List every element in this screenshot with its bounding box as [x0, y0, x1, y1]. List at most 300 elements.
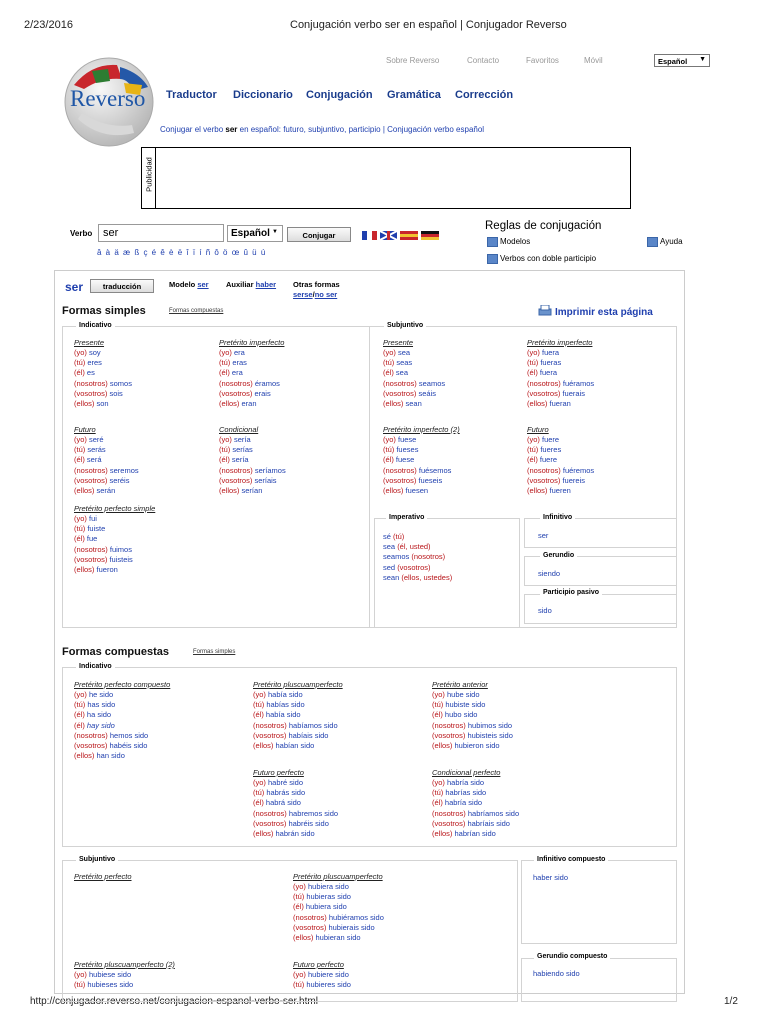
pronoun: (vosotros)	[253, 818, 289, 828]
rules-double-participle-link[interactable]	[487, 254, 596, 264]
verb-form: eres	[87, 358, 102, 368]
pronoun: (yo)	[293, 970, 308, 979]
tense-title: Pretérito imperfecto (2)	[383, 425, 460, 434]
pronoun: (él)	[383, 368, 396, 378]
gerundio-compuesto-box	[521, 958, 677, 1002]
pronoun: (nosotros)	[219, 378, 255, 388]
ad-label: Publicidad	[144, 157, 154, 192]
verb-form: fuimos	[109, 544, 132, 554]
conjugation-row	[253, 731, 338, 741]
conjugation-row	[432, 809, 519, 819]
verb-form: seremos	[109, 465, 139, 475]
gerundio-value: siendo	[538, 569, 561, 578]
conjugation-row	[74, 379, 132, 389]
verb-form: hube sido	[447, 690, 480, 699]
compuestas-subjuntivo-legend: Subjuntivo	[76, 856, 118, 863]
verb-form: fueren	[549, 486, 571, 496]
verb-form: sean	[383, 572, 402, 582]
verb-form: erais	[254, 388, 271, 398]
infinitivo-value: ser	[538, 531, 549, 540]
conjugation-row	[219, 435, 286, 445]
pronoun: (él)	[527, 368, 540, 378]
verb-form: sois	[109, 388, 123, 398]
pronoun: (ellos)	[253, 829, 276, 839]
conjugation-row	[293, 970, 351, 980]
verb-form: es	[86, 368, 95, 378]
pronoun: (vosotros)	[432, 730, 468, 740]
conjugation-row	[432, 731, 513, 741]
conjugar-button[interactable]: Conjugar	[287, 227, 351, 242]
pronoun: (tú)	[383, 445, 397, 455]
pronoun: (yo)	[293, 882, 308, 891]
otras-formas-no-ser[interactable]: no ser	[314, 290, 338, 299]
verb-form: habríais sido	[467, 818, 510, 828]
conjugation-row	[74, 476, 139, 486]
tense-title: Presente	[383, 338, 414, 347]
verb-form: habría sido	[444, 798, 483, 808]
help-link[interactable]	[647, 237, 683, 247]
pronoun: (yo)	[74, 514, 89, 523]
pronoun: (ellos)	[527, 399, 550, 409]
verb-form: había sido	[265, 710, 301, 720]
verb-form: fuera	[542, 348, 560, 357]
pronoun: (nosotros)	[74, 544, 110, 554]
language-select[interactable]	[654, 54, 710, 67]
pronoun: (vosotros)	[383, 475, 419, 485]
pronoun: (nosotros)	[74, 378, 110, 388]
pronoun: (vosotros)	[527, 388, 563, 398]
flags-icon	[362, 230, 440, 242]
verb-form: serán	[96, 486, 116, 496]
conj-anterior	[432, 690, 513, 751]
tagline-verb: ser	[225, 125, 238, 134]
verb-form: hubiere sido	[308, 970, 349, 979]
verb-form: fuésemos	[418, 465, 452, 475]
verb-form: fueras	[540, 358, 562, 368]
pronoun: (ellos)	[219, 399, 242, 409]
gerundio-compuesto-legend: Gerundio compuesto	[534, 953, 610, 960]
conj-perfecto-compuesto	[74, 690, 148, 761]
pronoun: (nosotros)	[383, 378, 419, 388]
verb-form: habíamos sido	[288, 720, 338, 730]
pronoun: (él)	[527, 455, 540, 465]
pronoun: (yo)	[219, 348, 234, 357]
conjugation-row	[383, 532, 452, 542]
conjugation-row	[383, 486, 451, 496]
conj-condicional-perfecto	[432, 778, 519, 839]
conjugation-row	[253, 819, 338, 829]
verb-form: sean	[405, 399, 422, 409]
verb-form: fuereis	[562, 475, 585, 485]
tense-title: Pretérito imperfecto	[219, 338, 285, 347]
conjugation-row	[74, 710, 148, 720]
pronoun: (ellos)	[74, 399, 97, 409]
verb-form: ha sido	[86, 710, 112, 720]
conjugation-row	[383, 552, 452, 562]
verb-form: hubieres sido	[306, 980, 351, 989]
conjugation-row	[432, 778, 519, 788]
pronoun: (tú)	[74, 445, 88, 455]
arrow-icon	[487, 254, 498, 264]
conjugation-row	[219, 476, 286, 486]
verb-form: fuisteis	[109, 554, 133, 564]
conjugation-row	[74, 741, 148, 751]
pronoun: (yo)	[74, 348, 89, 357]
pronoun: (ellos)	[383, 486, 406, 496]
modelo-row	[169, 280, 209, 289]
pronoun: (vosotros)	[527, 475, 563, 485]
conjugation-row	[432, 819, 519, 829]
otras-formas-links: serse/no ser	[293, 290, 338, 299]
conjugation-row	[74, 368, 132, 378]
pronoun: (tú)	[253, 700, 267, 710]
verb-form: seas	[396, 358, 413, 368]
pronoun: (tú)	[219, 445, 233, 455]
verb-form: hubierais sido	[328, 922, 375, 932]
pronoun: (yo)	[219, 435, 234, 444]
conjugation-row	[293, 902, 384, 912]
verb-form: éramos	[254, 378, 280, 388]
conjugation-row	[253, 721, 338, 731]
conjugation-row	[74, 514, 133, 524]
tense-title: Pretérito perfecto	[74, 872, 132, 881]
pronoun: (él)	[219, 368, 232, 378]
verb-form: somos	[109, 378, 132, 388]
conjugation-row	[527, 399, 594, 409]
top-link-sobre[interactable]: Sobre Reverso	[386, 56, 440, 65]
verb-form: fuere	[542, 435, 560, 444]
infinitivo-compuesto-value: haber sido	[533, 873, 569, 882]
conjugation-row	[432, 741, 513, 751]
verb-form: sería	[231, 455, 249, 465]
pronoun: (ellos)	[74, 751, 97, 761]
pronoun: (vosotros)	[432, 818, 468, 828]
conjugation-row	[253, 788, 338, 798]
top-link-favoritos[interactable]: Favoritos	[526, 56, 559, 65]
conj-subj-pluscuamperfecto	[293, 882, 384, 943]
conjugation-row	[253, 700, 338, 710]
conjugation-row	[293, 933, 384, 943]
conjugation-row	[293, 892, 384, 902]
tense-title: Futuro perfecto	[253, 768, 304, 777]
pronoun: (ellos)	[293, 933, 316, 943]
conjugation-row	[383, 399, 445, 409]
pronoun: (tú)	[74, 700, 88, 710]
conjugation-row	[527, 389, 594, 399]
pronoun: (nosotros)	[411, 552, 446, 562]
verb-form: hubiera sido	[305, 902, 347, 912]
verb-form: habrás sido	[266, 788, 306, 798]
conjugation-row	[383, 435, 451, 445]
flags	[362, 229, 440, 241]
conjugation-row	[432, 710, 513, 720]
top-link-movil[interactable]: Móvil	[584, 56, 603, 65]
nav-diccionario[interactable]: Diccionario	[233, 89, 293, 101]
otras-formas-serse[interactable]: serse	[293, 290, 313, 299]
conjugation-row	[74, 389, 132, 399]
conjugation-row	[253, 778, 338, 788]
verb-form: sería	[234, 435, 251, 444]
verb-title: ser	[65, 280, 84, 294]
print-url: http://conjugador.reverso.net/conjugacion-espanol-verbo-ser.html	[30, 996, 318, 1007]
pronoun: (tú)	[527, 358, 541, 368]
conjugation-row	[74, 358, 132, 368]
verb-form: habrán sido	[275, 829, 315, 839]
verb-form: sé	[383, 532, 394, 541]
conjugation-row	[383, 476, 451, 486]
pronoun: (vosotros)	[74, 475, 110, 485]
pronoun: (nosotros)	[527, 465, 563, 475]
pronoun: (vosotros)	[74, 741, 110, 751]
pronoun: (ellos)	[527, 486, 550, 496]
conjugation-row	[219, 348, 280, 358]
verb-form: he sido	[89, 690, 114, 699]
pronoun: (nosotros)	[432, 808, 468, 818]
otras-formas-label: Otras formas	[293, 280, 340, 289]
rules-models-link[interactable]	[487, 237, 530, 247]
verb-form: fui	[89, 514, 97, 523]
verb-form: hubieses sido	[87, 980, 134, 989]
print-title: Conjugación verbo ser en español | Conjugador Reverso	[290, 19, 567, 31]
pronoun: (vosotros)	[74, 388, 110, 398]
conjugation-row	[383, 445, 451, 455]
conjugation-row	[383, 466, 451, 476]
conjugation-row	[432, 690, 513, 700]
pronoun: (tú)	[383, 358, 397, 368]
conjugation-row	[74, 751, 148, 761]
pronoun: (yo)	[432, 690, 447, 699]
conjugation-row	[74, 980, 133, 989]
verb-form: habremos sido	[288, 808, 339, 818]
pronoun: (ellos)	[74, 565, 97, 575]
conjugation-row	[293, 882, 384, 892]
conjugation-row	[253, 809, 338, 819]
conj-pluscuamperfecto	[253, 690, 338, 751]
verb-form: fue	[86, 534, 98, 544]
pronoun: (él, usted)	[397, 542, 431, 552]
conjugation-row	[383, 379, 445, 389]
conjugation-row	[293, 980, 351, 989]
traduccion-button[interactable]: traducción	[90, 279, 154, 293]
participio-legend: Participio pasivo	[540, 589, 602, 596]
conjugation-row	[74, 445, 139, 455]
pronoun: (nosotros)	[527, 378, 563, 388]
pronoun: (él)	[74, 534, 87, 544]
conj-preterito-perfecto-simple	[74, 514, 133, 575]
nav-traductor[interactable]: Traductor	[166, 89, 217, 101]
conjugation-row	[293, 923, 384, 933]
tense-title: Pretérito perfecto simple	[74, 504, 156, 513]
tense-title: Presente	[74, 338, 105, 347]
pronoun: (tú)	[527, 445, 541, 455]
verb-form: eras	[232, 358, 247, 368]
compuestas-indicativo-legend: Indicativo	[76, 663, 115, 670]
conjugation-row	[74, 545, 133, 555]
verb-form: habías sido	[266, 700, 305, 710]
formas-simples-link[interactable]: Formas simples	[193, 649, 236, 655]
pronoun: (tú)	[219, 358, 233, 368]
language-select-value: Español	[658, 57, 688, 66]
verb-form: habrá sido	[265, 798, 301, 808]
verb-form: hubiera sido	[308, 882, 349, 891]
verb-form: eran	[241, 399, 257, 409]
verb-form: fueron	[96, 565, 118, 575]
conj-condicional	[219, 435, 286, 496]
tagline-prefix: Conjugar el verbo	[160, 125, 226, 134]
verb-form: fuerais	[562, 388, 585, 398]
nav-conjugacion[interactable]: Conjugación	[306, 89, 373, 101]
conjugation-row	[74, 555, 133, 565]
conjugation-row	[383, 389, 445, 399]
verb-form: hubieras sido	[306, 892, 351, 902]
help-label: Ayuda	[660, 237, 683, 247]
conjugation-row	[74, 700, 148, 710]
conjugation-row	[253, 741, 338, 751]
verb-form: era	[234, 348, 245, 357]
verb-form: habría sido	[447, 778, 485, 787]
conjugation-row	[383, 573, 452, 583]
verb-form: hubimos sido	[467, 720, 513, 730]
verb-form: era	[231, 368, 243, 378]
conjugation-row	[432, 700, 513, 710]
conjugation-row	[527, 379, 594, 389]
verb-form: hubieran sido	[315, 933, 361, 943]
chevron-down-icon: ▼	[272, 229, 278, 235]
conjugation-row	[527, 358, 594, 368]
verb-form: sea	[395, 368, 409, 378]
tagline-suffix: en español: futuro, subjuntivo, participio | Conjugación verbo español	[237, 125, 485, 134]
pronoun: (nosotros)	[74, 465, 110, 475]
modelo-link[interactable]: ser	[197, 280, 209, 289]
pronoun: (tú)	[293, 980, 307, 989]
conjugation-row	[219, 466, 286, 476]
conjugation-row	[253, 798, 338, 808]
verb-form: seáis	[418, 388, 436, 398]
tense-title: Futuro	[527, 425, 549, 434]
conjugation-row	[219, 358, 280, 368]
tense-title: Pretérito anterior	[432, 680, 488, 689]
gerundio-legend: Gerundio	[540, 552, 577, 559]
pronoun: (él)	[432, 798, 445, 808]
verb-form: fueres	[540, 445, 562, 455]
pronoun: (él)	[74, 368, 87, 378]
verb-form: seríamos	[254, 465, 286, 475]
infinitivo-legend: Infinitivo	[540, 514, 575, 521]
verb-form: habríamos sido	[467, 808, 520, 818]
conjugation-row	[74, 731, 148, 741]
search-language-value: Español	[231, 228, 270, 239]
verb-label: Verbo	[70, 229, 93, 238]
reverso-logo[interactable]	[62, 55, 157, 150]
conj-subj-futuro-perfecto	[293, 970, 351, 989]
conjugation-row	[293, 913, 384, 923]
pronoun: (vosotros)	[219, 475, 255, 485]
pronoun: (él)	[74, 455, 87, 465]
pronoun: (él)	[253, 798, 266, 808]
pronoun: (tú)	[432, 700, 446, 710]
verb-form: será	[86, 455, 102, 465]
search-language-select[interactable]	[227, 225, 283, 242]
conj-futuro	[74, 435, 139, 496]
nav-correccion[interactable]: Corrección	[455, 89, 514, 101]
conjugation-row	[219, 486, 286, 496]
verb-search-input[interactable]: ser	[98, 224, 224, 242]
pronoun: (vosotros)	[74, 554, 110, 564]
conjugation-row	[253, 710, 338, 720]
pronoun: (él)	[74, 710, 87, 720]
pronoun: (vosotros)	[253, 730, 289, 740]
tense-title: Pretérito imperfecto	[527, 338, 593, 347]
conjugation-row	[527, 368, 594, 378]
pronoun: (vosotros)	[397, 562, 431, 572]
pronoun: (nosotros)	[74, 730, 110, 740]
verb-form: fuese	[398, 435, 417, 444]
pronoun: (nosotros)	[383, 465, 419, 475]
conjugation-row	[74, 690, 148, 700]
conjugation-row	[74, 466, 139, 476]
accent-keyboard[interactable]: â à ä æ ß ç é ê è ë î ï í ñ ô ö œ û ü ú	[97, 248, 267, 257]
participio-value: sido	[538, 606, 552, 615]
pronoun: (ellos)	[432, 741, 455, 751]
print-page-link[interactable]	[538, 305, 653, 318]
pronoun: (yo)	[527, 348, 542, 357]
verb-form: habíais sido	[288, 730, 329, 740]
conj-subj-presente	[383, 348, 445, 409]
rules-double-label: Verbos con doble participio	[500, 254, 597, 264]
tense-title: Condicional	[219, 425, 259, 434]
ad-box[interactable]	[141, 147, 631, 209]
auxiliar-link[interactable]: haber	[255, 280, 277, 289]
conjugation-row	[74, 486, 139, 496]
arrow-icon	[487, 237, 498, 247]
pronoun: (yo)	[74, 690, 89, 699]
conjugation-row	[383, 455, 451, 465]
verb-form: habrías sido	[445, 788, 487, 798]
verb-form: fuera	[539, 368, 558, 378]
conjugation-row	[253, 829, 338, 839]
tagline	[160, 125, 484, 134]
top-link-contacto[interactable]: Contacto	[467, 56, 500, 65]
conjugation-row	[74, 455, 139, 465]
formas-compuestas-title: Formas compuestas	[62, 646, 169, 658]
verb-form: seamos	[418, 378, 446, 388]
ad-label-strip	[142, 148, 156, 208]
nav-gramatica[interactable]: Gramática	[387, 89, 441, 101]
conjugation-row	[74, 721, 148, 731]
pronoun: (yo)	[383, 435, 398, 444]
pronoun: (nosotros)	[432, 720, 468, 730]
verb-form: habré sido	[268, 778, 304, 787]
conj-subj-preterito-imperfecto	[527, 348, 594, 409]
verb-form: fuiste	[87, 524, 106, 534]
verb-form: hay sido	[86, 720, 115, 730]
rules-models-label: Modelos	[500, 237, 531, 247]
conjugation-row	[219, 445, 286, 455]
verb-form: hubo sido	[444, 710, 478, 720]
pronoun: (ellos)	[219, 486, 242, 496]
formas-compuestas-link[interactable]: Formas compuestas	[169, 308, 224, 314]
conjugation-row	[74, 524, 133, 534]
tense-title: Futuro	[74, 425, 96, 434]
printer-icon	[538, 305, 552, 316]
tense-title: Pretérito perfecto compuesto	[74, 680, 171, 689]
verb-form: fuéremos	[562, 465, 595, 475]
verb-form: son	[96, 399, 109, 409]
pronoun: (yo)	[253, 778, 268, 787]
pronoun: (ellos)	[74, 486, 97, 496]
pronoun: (nosotros)	[253, 808, 289, 818]
conjugation-row	[527, 348, 594, 358]
